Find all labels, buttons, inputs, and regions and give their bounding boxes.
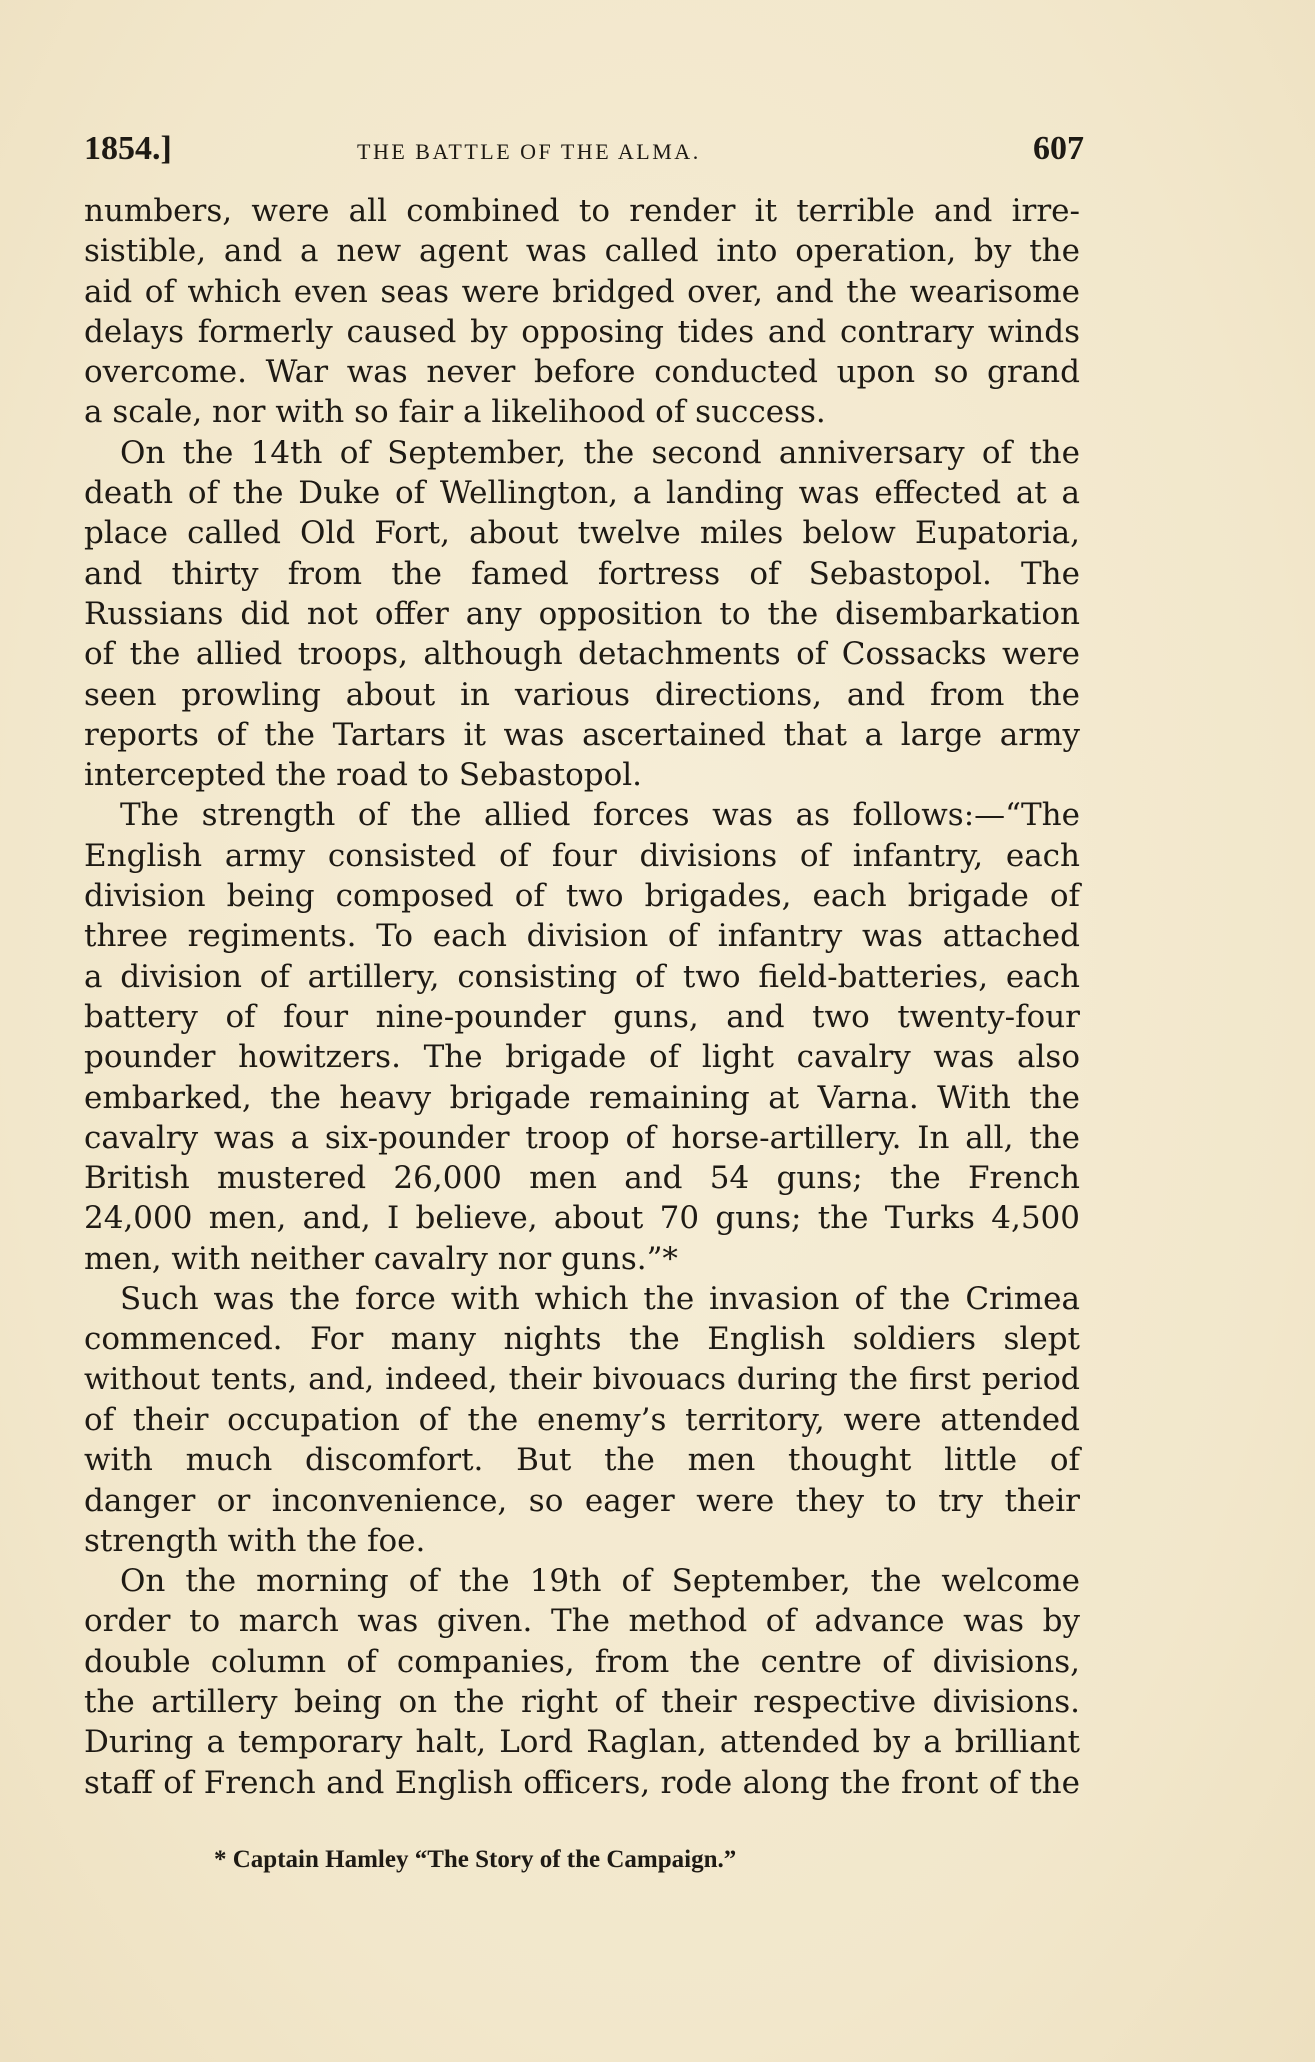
text-line: embarked, the heavy brigade remaining at Varna. With the bbox=[84, 1079, 1080, 1116]
text-line: double column of companies, from the centre of divisions, bbox=[84, 1643, 1080, 1680]
text-line: delays formerly caused by opposing tides and contrary winds bbox=[84, 313, 1080, 350]
text-line: commenced. For many nights the English soldiers slept bbox=[84, 1321, 1080, 1358]
text-line: pounder howitzers. The brigade of light cavalry was also bbox=[84, 1039, 1080, 1076]
text-line: and thirty from the famed fortress of Sebastopol. The bbox=[84, 555, 1080, 592]
text-line: without tents, and, indeed, their bivouacs during the first period bbox=[84, 1361, 1080, 1397]
text-line: order to march was given. The method of advance was by bbox=[84, 1603, 1080, 1640]
text-line: intercepted the road to Sebastopol. bbox=[84, 757, 643, 794]
text-line: aid of which even seas were bridged over, and the wearisome bbox=[84, 273, 1080, 310]
footnote: * Captain Hamley “The Story of the Campaign.” bbox=[214, 1846, 737, 1873]
header-title: THE BATTLE OF THE ALMA. bbox=[357, 139, 701, 164]
text-line: of their occupation of the enemy’s territory, were attended bbox=[84, 1401, 1080, 1438]
text-line: danger or inconvenience, so eager were they to try their bbox=[84, 1482, 1080, 1519]
text-line: a scale, nor with so fair a likelihood of success. bbox=[84, 394, 826, 431]
text-line: seen prowling about in various directions, and from the bbox=[84, 676, 1080, 713]
text-line: On the morning of the 19th of September, the welcome bbox=[120, 1563, 1080, 1600]
text-line: overcome. War was never before conducted upon so grand bbox=[84, 354, 1080, 391]
text-line: Russians did not offer any opposition to the disembarkation bbox=[84, 595, 1080, 632]
page-number: 607 bbox=[1033, 130, 1084, 167]
text-line: staff of French and English officers, rode along the front of the bbox=[84, 1764, 1080, 1801]
text-line: division being composed of two brigades, each brigade of bbox=[84, 878, 1080, 915]
text-line: men, with neither cavalry nor guns.”* bbox=[84, 1240, 678, 1277]
text-line: a division of artillery, consisting of two field-batteries, each bbox=[84, 958, 1080, 995]
text-line: place called Old Fort, about twelve miles below Eupatoria, bbox=[84, 515, 1080, 552]
text-line: On the 14th of September, the second anniversary of the bbox=[120, 434, 1080, 471]
text-line: battery of four nine-pounder guns, and two twenty-four bbox=[84, 998, 1080, 1035]
text-line: English army consisted of four divisions of infantry, each bbox=[84, 837, 1080, 874]
text-line: During a temporary halt, Lord Raglan, attended by a brilliant bbox=[84, 1724, 1080, 1761]
text-line: cavalry was a six-pounder troop of horse-artillery. In all, the bbox=[84, 1119, 1080, 1156]
text-line: of the allied troops, although detachments of Cossacks were bbox=[84, 636, 1080, 673]
text-line: death of the Duke of Wellington, a landing was effected at a bbox=[84, 475, 1080, 512]
text-line: three regiments. To each division of infantry was attached bbox=[84, 918, 1080, 955]
text-line: sistible, and a new agent was called into operation, by the bbox=[84, 233, 1080, 270]
running-header bbox=[84, 130, 1084, 176]
text-line: with much discomfort. But the men thought little of bbox=[84, 1442, 1080, 1479]
text-line: strength with the foe. bbox=[84, 1522, 426, 1559]
text-line: Such was the force with which the invasion of the Crimea bbox=[120, 1281, 1080, 1318]
text-line: numbers, were all combined to render it terrible and irre- bbox=[84, 193, 1080, 229]
text-line: British mustered 26,000 men and 54 guns; the French bbox=[84, 1160, 1080, 1197]
text-line: the artillery being on the right of their respective divisions. bbox=[84, 1683, 1080, 1720]
body-text bbox=[84, 191, 1080, 1803]
text-line: reports of the Tartars it was ascertained that a large army bbox=[84, 716, 1080, 753]
text-line: The strength of the allied forces was as follows:—“The bbox=[120, 797, 1080, 834]
text-line: 24,000 men, and, I believe, about 70 guns; the Turks 4,500 bbox=[84, 1200, 1080, 1237]
header-year: 1854.] bbox=[84, 130, 172, 167]
